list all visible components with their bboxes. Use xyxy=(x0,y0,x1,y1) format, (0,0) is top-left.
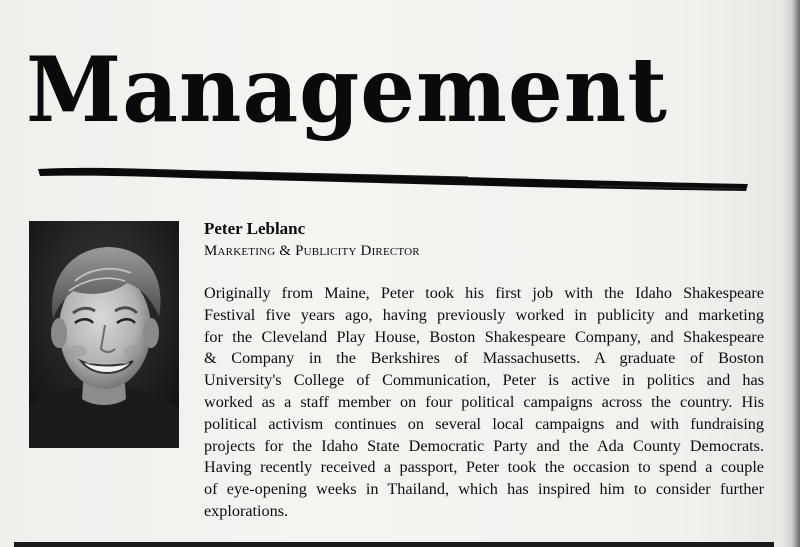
portrait-photo xyxy=(29,221,179,448)
bio-line: of eye-opening weeks in Thailand, which has inspired him to consider further xyxy=(204,480,764,499)
page-edge-shadow xyxy=(782,0,800,547)
bio-line: worked as a staff member on four political campaigns across the country. His xyxy=(204,392,764,411)
bottom-rule xyxy=(14,542,774,547)
bio-line: Originally from Maine, Peter took his first job with the Idaho Shakespeare xyxy=(204,284,764,302)
bio-line: explorations. xyxy=(204,501,289,520)
person-name: Peter Leblanc xyxy=(204,219,306,238)
bio-line: political activism continues on several local campaigns and with fundraising xyxy=(204,414,764,433)
brush-stroke-divider xyxy=(38,164,748,194)
bio-line: for the Cleveland Play House, Boston Shakespeare Company, and Shakespeare xyxy=(204,327,764,346)
bio-line: University's College of Communication, Peter is active in politics and has xyxy=(204,371,764,390)
portrait-image xyxy=(29,221,179,448)
page-heading: Management xyxy=(26,36,668,144)
bio-line: projects for the Idaho State Democratic Party and the Ada County Democrats. xyxy=(204,436,764,455)
bio-line: Having recently received a passport, Peter took the occasion to spend a couple xyxy=(204,458,764,477)
biography xyxy=(204,283,764,523)
bio-line: Festival five years ago, having previously worked in publicity and marketing xyxy=(204,305,764,324)
bio-line: & Company in the Berkshires of Massachusetts. A graduate of Boston xyxy=(204,349,764,368)
person-title: Marketing & Publicity Director xyxy=(204,243,420,259)
